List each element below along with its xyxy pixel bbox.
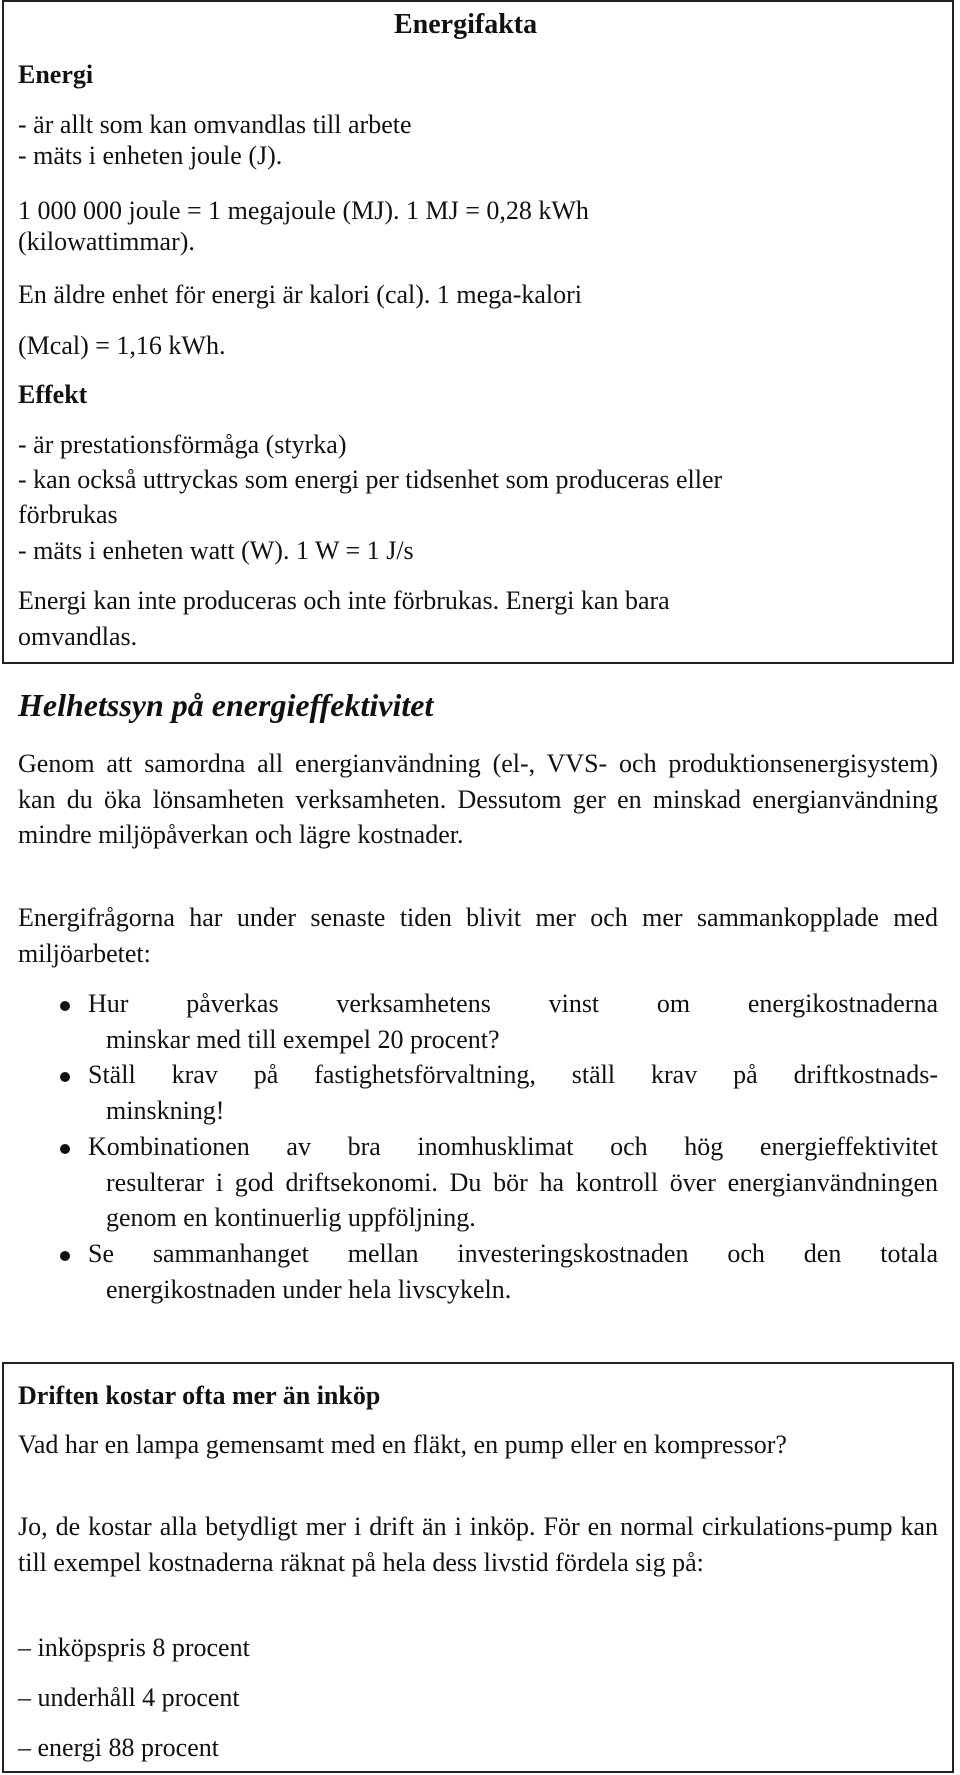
bullet-item-4 — [88, 1236, 938, 1307]
calorie-line-1: En äldre enhet för energi är kalori (cal). 1 mega-kalori — [18, 280, 583, 309]
effect-def-line-3: förbrukas — [18, 500, 118, 529]
bullet-item-1 — [88, 986, 938, 1057]
effect-def-line-1: - är prestationsförmåga (styrka) — [18, 430, 347, 459]
section-title: Helhetssyn på energieffektivitet — [18, 687, 434, 723]
bullet-item-2 — [88, 1057, 938, 1128]
effect-def-line-4: - mäts i enheten watt (W). 1 W = 1 J/s — [18, 536, 414, 565]
bullet-item-4-rest: energikostnaden under hela livscykeln. — [106, 1274, 512, 1304]
energy-conservation-line-2: omvandlas. — [18, 622, 138, 651]
operating-cost-answer: Jo, de kostar alla betydligt mer i drift än i inköp. För en normal cirkulations-pump kan till exempel kostnaderna räknat på hela dess livstid fördela sig på: — [18, 1512, 938, 1577]
bullet-item-1-line-1: Hur påverkas verksamhetens vinst om energikostnaderna — [88, 989, 938, 1018]
megajoule-line-1: 1 000 000 joule = 1 megajoule (MJ). 1 MJ = 0,28 kWh — [18, 196, 589, 225]
bullet-item-3-line-1: Kombinationen av bra inomhusklimat och hög energieffektivitet — [88, 1132, 938, 1161]
energy-def-line-1: - är allt som kan omvandlas till arbete — [18, 110, 412, 139]
bullet-dot — [60, 1251, 70, 1261]
calorie-line-2: (Mcal) = 1,16 kWh. — [18, 331, 226, 360]
bullet-item-2-line-1: Ställ krav på fastighetsförvaltning, ställ krav på driftkostnads- — [88, 1060, 938, 1089]
bullet-item-1-rest: minskar med till exempel 20 procent? — [106, 1024, 500, 1054]
energy-heading: Energi — [18, 60, 94, 89]
effect-def-line-2: - kan också uttryckas som energi per tidsenhet som produceras eller — [18, 465, 723, 494]
operating-cost-question: Vad har en lampa gemensamt med en fläkt, en pump eller en kompressor? — [18, 1430, 787, 1459]
bullet-dot — [60, 1144, 70, 1154]
bullet-dot — [60, 1072, 70, 1082]
bullet-item-3-rest: resulterar i god driftsekonomi. Du bör ha kontroll över energianvändningen genom en kontinuerlig uppföljning. — [106, 1167, 938, 1232]
bullet-item-3 — [88, 1129, 938, 1236]
energy-conservation-line-1: Energi kan inte produceras och inte förbrukas. Energi kan bara — [18, 586, 670, 615]
section-paragraph-2: Energifrågorna har under senaste tiden blivit mer och mer sammankopplade med miljöarbetet: — [18, 903, 938, 968]
cost-item-purchase: – inköpspris 8 procent — [18, 1633, 250, 1662]
cost-item-energy: – energi 88 procent — [18, 1733, 219, 1762]
bullet-dot — [60, 1001, 70, 1011]
megajoule-line-2: (kilowattimmar). — [18, 227, 195, 256]
operating-cost-title: Driften kostar ofta mer än inköp — [18, 1381, 381, 1410]
section-paragraph-1: Genom att samordna all energianvändning (el-, VVS- och produktionsenergisystem) kan du öka lönsamheten verksamheten. Dessutom ger en minskad energianvändning mindre miljöpåverkan och lägre kostnader. — [18, 749, 938, 849]
energy-def-line-2: - mäts i enheten joule (J). — [18, 141, 283, 170]
bullet-item-4-line-1: Se sammanhanget mellan investeringskostnaden och den totala — [88, 1239, 938, 1268]
bullet-item-2-rest: minskning! — [106, 1095, 225, 1125]
cost-item-maintenance: – underhåll 4 procent — [18, 1683, 240, 1712]
effect-heading: Effekt — [18, 380, 88, 409]
energy-facts-title: Energifakta — [394, 9, 538, 40]
